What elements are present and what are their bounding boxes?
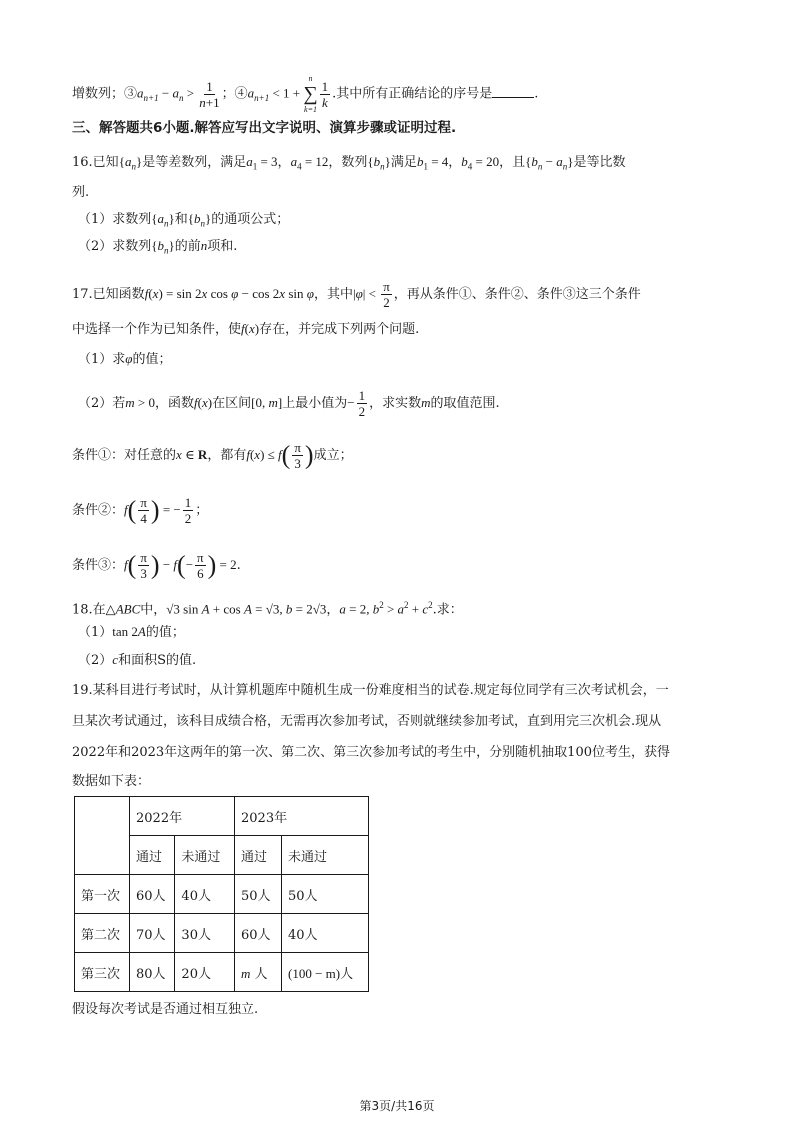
table-cell: 40人 bbox=[175, 875, 235, 914]
variable-m: m bbox=[241, 965, 251, 981]
table-cell: 80人 bbox=[130, 953, 175, 992]
q17-condition-2: 条件②：f( $\frac{\pi}{4}$ ) = − $\frac{1}{2}$ ； bbox=[72, 495, 209, 526]
table-row bbox=[75, 953, 369, 992]
table-cell: (100 − m)人 bbox=[282, 953, 369, 992]
page-footer: 第3页/共16页 bbox=[359, 1099, 435, 1113]
q17-condition-1: 条件①：对任意的x ∈ R，都有f(x) ≤ f( $\frac{\pi}{3}$ )成立； bbox=[72, 440, 353, 471]
table-row bbox=[75, 875, 369, 914]
table-cell: 70人 bbox=[130, 914, 175, 953]
q19-assumption: 假设每次考试是否通过相互独立. bbox=[72, 1002, 259, 1017]
answer-blank[interactable] bbox=[492, 85, 534, 98]
q18-stem: 18.在△ABC中，√3 sin A + cos A = √3, b = 2√3，a = 2, $b^2 > a^2 + c^2$.求： bbox=[72, 600, 463, 618]
table-row-label: 第三次 bbox=[75, 953, 130, 992]
q18-part2: （2）c和面积S的值. bbox=[78, 652, 197, 668]
q16-part2: （2）求数列$\{b_n\}$的前n项和. bbox=[78, 238, 238, 256]
q17-part1: （1）求φ的值； bbox=[78, 351, 172, 367]
section-heading: 三、解答题共6小题.解答应写出文字说明、演算步骤或证明过程. bbox=[72, 120, 457, 136]
table-header-fail: 未通过 bbox=[282, 836, 369, 875]
text-line-statement-tail: 增数列；$③a_{n+1} - a_n$ > $\frac{1}{n+1}$ ；$④a_{n+1} < 1$ + n ∑ k=1 $\frac{1}{k}$ .其中所有正确结论的序号是 . bbox=[72, 74, 539, 114]
table-header-row bbox=[75, 797, 369, 836]
table-header-year-2023: 2023年 bbox=[235, 797, 369, 836]
table-cell: 60人 bbox=[235, 914, 282, 953]
table-cell: 50人 bbox=[282, 875, 369, 914]
q19-line-4: 数据如下表： bbox=[72, 774, 151, 789]
q16-stem-wrap: 列. bbox=[72, 185, 90, 200]
table-row-label: 第一次 bbox=[75, 875, 130, 914]
q19-line-2: 旦某次考试通过，该科目成绩合格，无需再次参加考试，否则就继续参加考试，直到用完三次机会.现从 bbox=[72, 714, 662, 729]
table-header-pass: 通过 bbox=[235, 836, 282, 875]
q19-line-1: 19.某科目进行考试时，从计算机题库中随机生成一份难度相当的试卷.规定每位同学有三次考试机会，一 bbox=[72, 683, 669, 698]
q17-stem: 17.已知函数f(x) = sin 2x cos φ − cos 2x sin φ，其中|φ| < $\frac{\pi}{2}$ ，再从条件①、条件②、条件③这三个条件 bbox=[72, 279, 641, 310]
table-cell: 30人 bbox=[175, 914, 235, 953]
table-row-label: 第二次 bbox=[75, 914, 130, 953]
q17-part2: （2）若m > 0，函数f(x)在区间[0, m]上最小值为− $\frac{1}{2}$ ，求实数m的取值范围. bbox=[78, 388, 500, 419]
q16-part1: （1）求数列$\{a_n\}$和$\{b_n\}$的通项公式； bbox=[78, 211, 290, 229]
table-cell: 20人 bbox=[175, 953, 235, 992]
table-cell: 50人 bbox=[235, 875, 282, 914]
q16-stem: 16.已知$\{a_n\}$是等差数列，满足$a_1 = 3$，$a_4 = 12$，数列$\{b_n\}$满足$b_1 = 4$，$b_4 = 20$，且$\{b_n - a_n\}$是等比数 bbox=[72, 154, 626, 172]
table-corner-cell bbox=[75, 797, 130, 875]
table-header-year-2022: 2022年 bbox=[130, 797, 235, 836]
table-header-pass: 通过 bbox=[130, 836, 175, 875]
table-cell: 40人 bbox=[282, 914, 369, 953]
expression-100-minus-m: (100 − m) bbox=[288, 965, 341, 981]
table-cell: 60人 bbox=[130, 875, 175, 914]
q19-line-3: 2022年和2023年这两年的第一次、第二次、第三次参加考试的考生中，分别随机抽取100位考生，获得 bbox=[72, 745, 670, 760]
table-row bbox=[75, 914, 369, 953]
q17-stem-wrap: 中选择一个作为已知条件，使f(x)存在，并完成下列两个问题. bbox=[72, 321, 420, 337]
table-cell: m 人 bbox=[235, 953, 282, 992]
q18-part1: （1）tan 2A的值； bbox=[78, 624, 185, 640]
table-header-fail: 未通过 bbox=[175, 836, 235, 875]
exam-results-table bbox=[74, 796, 369, 992]
q17-condition-3: 条件③：f( $\frac{\pi}{3}$ ) − f(− $\frac{\pi}{6}$ ) = 2. bbox=[72, 550, 241, 581]
